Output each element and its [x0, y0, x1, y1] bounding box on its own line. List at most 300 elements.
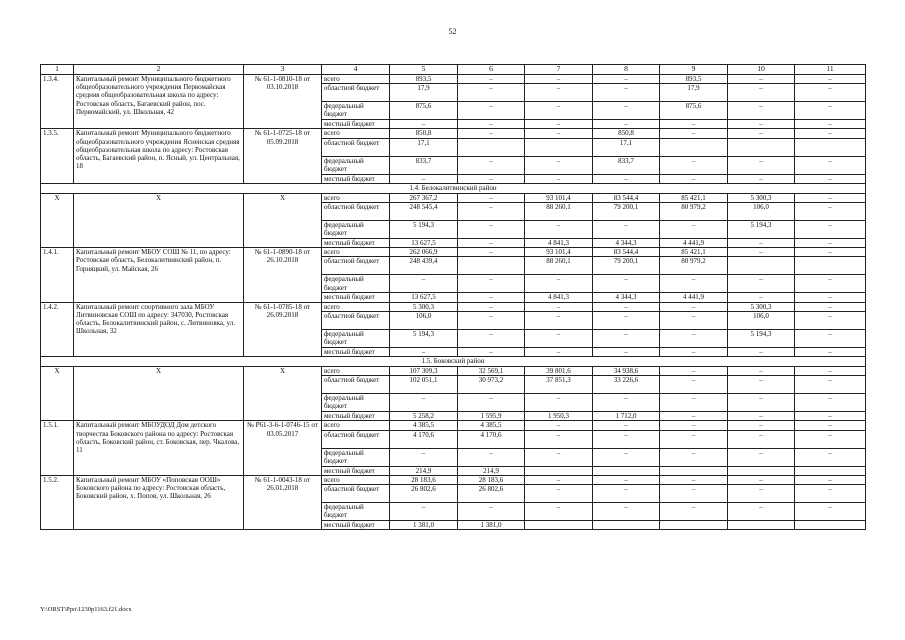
amount-cell: 1 595,9	[458, 412, 525, 421]
amount-cell: –	[728, 376, 795, 394]
amount-cell: –	[728, 129, 795, 138]
amount-cell: –	[458, 75, 525, 84]
table-row	[41, 302, 866, 311]
amount-cell: –	[660, 430, 728, 448]
amount-cell	[795, 521, 866, 530]
amount-cell: 262 066,9	[390, 248, 458, 257]
amount-cell: –	[458, 193, 525, 202]
amount-cell: –	[795, 239, 866, 248]
funding-source: федеральный бюджет	[322, 102, 390, 120]
amount-cell: –	[795, 221, 866, 239]
amount-cell	[660, 466, 728, 475]
amount-cell: –	[795, 376, 866, 394]
amount-cell: –	[390, 448, 458, 466]
amount-cell: –	[525, 448, 593, 466]
amount-cell: –	[728, 367, 795, 376]
funding-source: всего	[322, 367, 390, 376]
amount-cell: –	[525, 221, 593, 239]
amount-cell: 106,0	[728, 203, 795, 221]
amount-cell	[525, 138, 593, 156]
amount-cell: –	[593, 302, 660, 311]
document-reference: № 61-1-0043-18 от 26.01.2018	[244, 475, 322, 529]
column-number: 4	[322, 65, 390, 75]
item-description: Капитальный ремонт Муниципального бюджетного общеобразовательного учреждения Ясненская средняя общеобразовательная школа по адресу: Ростовская область, Багаевский район, п. Ясный, ул. Центральная, 18	[74, 129, 244, 183]
amount-cell: –	[458, 394, 525, 412]
amount-cell: –	[525, 156, 593, 174]
amount-cell: –	[593, 329, 660, 347]
amount-cell: 214,9	[390, 466, 458, 475]
amount-cell: 33 226,6	[593, 376, 660, 394]
amount-cell: –	[458, 347, 525, 356]
amount-cell: 4 170,6	[390, 430, 458, 448]
funding-source: областной бюджет	[322, 311, 390, 329]
funding-source: областной бюджет	[322, 257, 390, 275]
amount-cell: 88 260,1	[525, 203, 593, 221]
amount-cell: –	[660, 421, 728, 430]
file-path-footer: Y:\ORST\Ppo\1230p1163.f21.docx	[40, 606, 132, 613]
amount-cell: –	[728, 430, 795, 448]
amount-cell: –	[795, 248, 866, 257]
column-number: 10	[728, 65, 795, 75]
amount-cell: –	[593, 421, 660, 430]
amount-cell: –	[728, 485, 795, 503]
funding-source: федеральный бюджет	[322, 221, 390, 239]
amount-cell: –	[795, 275, 866, 293]
amount-cell: 37 851,3	[525, 376, 593, 394]
amount-cell: 93 101,4	[525, 193, 593, 202]
amount-cell: –	[390, 120, 458, 129]
funding-source: федеральный бюджет	[322, 275, 390, 293]
amount-cell: 214,9	[458, 466, 525, 475]
amount-cell: –	[525, 503, 593, 521]
amount-cell: 79 200,1	[593, 203, 660, 221]
funding-source: местный бюджет	[322, 521, 390, 530]
amount-cell	[525, 466, 593, 475]
amount-cell: 875,6	[660, 102, 728, 120]
amount-cell: –	[593, 120, 660, 129]
amount-cell: –	[728, 275, 795, 293]
amount-cell: –	[728, 75, 795, 84]
amount-cell: –	[660, 475, 728, 484]
amount-cell: 80 979,2	[660, 203, 728, 221]
amount-cell: –	[458, 302, 525, 311]
amount-cell: –	[525, 75, 593, 84]
amount-cell: –	[795, 75, 866, 84]
amount-cell: 102 051,1	[390, 376, 458, 394]
amount-cell: 5 194,3	[728, 221, 795, 239]
amount-cell: –	[458, 293, 525, 302]
amount-cell: –	[795, 120, 866, 129]
funding-source: федеральный бюджет	[322, 448, 390, 466]
section-title: 1.4. Белокалитвинский район	[41, 183, 866, 193]
amount-cell	[795, 138, 866, 156]
document-reference: № 61-1-0890-18 от 26.10.2018	[244, 248, 322, 302]
column-number: 1	[41, 65, 74, 75]
section-header-row	[41, 183, 866, 193]
funding-source: местный бюджет	[322, 466, 390, 475]
amount-cell	[593, 521, 660, 530]
funding-source: местный бюджет	[322, 120, 390, 129]
amount-cell: –	[458, 120, 525, 129]
amount-cell: 39 801,6	[525, 367, 593, 376]
funding-source: федеральный бюджет	[322, 503, 390, 521]
funding-source: местный бюджет	[322, 347, 390, 356]
amount-cell: –	[593, 221, 660, 239]
amount-cell: 17,9	[390, 84, 458, 102]
amount-cell: –	[458, 448, 525, 466]
amount-cell: –	[660, 174, 728, 183]
amount-cell: –	[525, 120, 593, 129]
amount-cell	[458, 257, 525, 275]
amount-cell: 83 544,4	[593, 193, 660, 202]
amount-cell: –	[728, 448, 795, 466]
amount-cell: –	[390, 503, 458, 521]
amount-cell: 88 260,1	[525, 257, 593, 275]
amount-cell: 4 441,9	[660, 239, 728, 248]
amount-cell: –	[593, 503, 660, 521]
item-number: 1.4.2.	[41, 302, 74, 356]
amount-cell: –	[525, 174, 593, 183]
amount-cell: –	[660, 329, 728, 347]
amount-cell: 83 544,4	[593, 248, 660, 257]
document-reference: Х	[244, 193, 322, 247]
table-row	[41, 75, 866, 84]
funding-source: областной бюджет	[322, 376, 390, 394]
column-number: 7	[525, 65, 593, 75]
funding-source: всего	[322, 193, 390, 202]
column-number: 8	[593, 65, 660, 75]
amount-cell: 4 841,3	[525, 293, 593, 302]
amount-cell	[525, 521, 593, 530]
funding-source: всего	[322, 248, 390, 257]
amount-cell: 1 712,0	[593, 412, 660, 421]
amount-cell: –	[795, 129, 866, 138]
item-number: Х	[41, 367, 74, 421]
amount-cell: –	[458, 174, 525, 183]
item-number: 1.5.1.	[41, 421, 74, 475]
column-number: 3	[244, 65, 322, 75]
amount-cell: –	[660, 448, 728, 466]
amount-cell: 4 385,5	[458, 421, 525, 430]
table-row	[41, 129, 866, 138]
document-reference: Х	[244, 367, 322, 421]
amount-cell: 5 300,3	[728, 302, 795, 311]
amount-cell: –	[660, 120, 728, 129]
amount-cell: –	[593, 84, 660, 102]
amount-cell: –	[795, 421, 866, 430]
amount-cell: 4 441,9	[660, 293, 728, 302]
amount-cell: –	[660, 367, 728, 376]
amount-cell: 5 300,3	[728, 193, 795, 202]
amount-cell: 4 344,3	[593, 293, 660, 302]
funding-source: федеральный бюджет	[322, 329, 390, 347]
amount-cell: –	[728, 102, 795, 120]
amount-cell: –	[660, 302, 728, 311]
amount-cell: –	[660, 221, 728, 239]
amount-cell: –	[390, 347, 458, 356]
amount-cell: –	[660, 412, 728, 421]
amount-cell: 5 258,2	[390, 412, 458, 421]
amount-cell: –	[525, 430, 593, 448]
amount-cell: 17,9	[660, 84, 728, 102]
document-reference: № 61-1-0725-18 от 05.09.2018	[244, 129, 322, 183]
amount-cell: 17,1	[593, 138, 660, 156]
amount-cell: 28 183,6	[390, 475, 458, 484]
funding-source: местный бюджет	[322, 174, 390, 183]
amount-cell: 893,5	[660, 75, 728, 84]
amount-cell: 1 950,3	[525, 412, 593, 421]
amount-cell: –	[795, 329, 866, 347]
amount-cell: –	[728, 248, 795, 257]
amount-cell: 833,7	[593, 156, 660, 174]
column-number: 6	[458, 65, 525, 75]
amount-cell: 5 194,3	[728, 329, 795, 347]
amount-cell: –	[728, 120, 795, 129]
amount-cell: 4 170,6	[458, 430, 525, 448]
section-title: 1.5. Боковский район	[41, 357, 866, 367]
amount-cell: –	[660, 503, 728, 521]
funding-source: областной бюджет	[322, 203, 390, 221]
amount-cell: –	[795, 448, 866, 466]
amount-cell: –	[660, 394, 728, 412]
amount-cell: 5 194,3	[390, 329, 458, 347]
amount-cell: 833,7	[390, 156, 458, 174]
amount-cell: –	[593, 102, 660, 120]
amount-cell: –	[795, 174, 866, 183]
item-number: 1.5.2.	[41, 475, 74, 529]
amount-cell: –	[593, 475, 660, 484]
amount-cell: 85 421,1	[660, 193, 728, 202]
item-number: 1.4.1.	[41, 248, 74, 302]
amount-cell: 893,5	[390, 75, 458, 84]
amount-cell	[728, 138, 795, 156]
amount-cell: –	[390, 394, 458, 412]
amount-cell	[593, 466, 660, 475]
amount-cell	[728, 521, 795, 530]
funding-source: всего	[322, 129, 390, 138]
amount-cell: 4 841,3	[525, 239, 593, 248]
amount-cell: 875,6	[390, 102, 458, 120]
amount-cell: 5 194,3	[390, 221, 458, 239]
amount-cell	[728, 466, 795, 475]
amount-cell: –	[458, 156, 525, 174]
amount-cell	[458, 138, 525, 156]
document-reference: № Р61-3-6-1-0746-15 от 03.05.2017	[244, 421, 322, 475]
amount-cell: 1 381,0	[390, 521, 458, 530]
amount-cell: 13 627,5	[390, 293, 458, 302]
table-row	[41, 248, 866, 257]
amount-cell: 80 979,2	[660, 257, 728, 275]
amount-cell: –	[728, 347, 795, 356]
funding-source: местный бюджет	[322, 293, 390, 302]
funding-source: областной бюджет	[322, 485, 390, 503]
amount-cell: –	[728, 174, 795, 183]
amount-cell: –	[728, 394, 795, 412]
amount-cell: –	[660, 156, 728, 174]
amount-cell	[795, 466, 866, 475]
amount-cell: –	[458, 102, 525, 120]
amount-cell: –	[525, 102, 593, 120]
amount-cell: –	[795, 503, 866, 521]
amount-cell: –	[525, 329, 593, 347]
amount-cell: –	[593, 275, 660, 293]
funding-source: всего	[322, 75, 390, 84]
funding-source: федеральный бюджет	[322, 394, 390, 412]
amount-cell: –	[390, 174, 458, 183]
amount-cell: 34 938,6	[593, 367, 660, 376]
table-row	[41, 475, 866, 484]
amount-cell: 26 802,6	[458, 485, 525, 503]
funding-source: местный бюджет	[322, 239, 390, 248]
amount-cell: 850,8	[390, 129, 458, 138]
funding-source: всего	[322, 421, 390, 430]
amount-cell: –	[593, 75, 660, 84]
amount-cell: –	[660, 129, 728, 138]
item-description: Капитальный ремонт Муниципального бюджетного общеобразовательного учреждения Первомайская средняя общеобразовательная школа по адресу: Ростовская область, Багаевский район, пос. Первомайский, ул. Школьная, 42	[74, 75, 244, 129]
column-number-row	[41, 65, 866, 75]
item-number: 1.3.5.	[41, 129, 74, 183]
column-number: 5	[390, 65, 458, 75]
amount-cell: –	[525, 485, 593, 503]
amount-cell: –	[795, 302, 866, 311]
amount-cell: –	[728, 293, 795, 302]
amount-cell: –	[593, 448, 660, 466]
amount-cell: 248 439,4	[390, 257, 458, 275]
amount-cell: 248 545,4	[390, 203, 458, 221]
amount-cell	[660, 521, 728, 530]
item-description: Х	[74, 367, 244, 421]
amount-cell	[660, 138, 728, 156]
item-description: Капитальный ремонт МБОУ СОШ № 11, по адресу: Ростовская область, Белокалитвинский район, п. Горняцкий, ул. Майская, 26	[74, 248, 244, 302]
amount-cell: 13 627,5	[390, 239, 458, 248]
amount-cell: –	[795, 293, 866, 302]
amount-cell: –	[660, 275, 728, 293]
amount-cell: –	[795, 347, 866, 356]
amount-cell: –	[458, 239, 525, 248]
amount-cell: –	[593, 311, 660, 329]
amount-cell: 4 385,5	[390, 421, 458, 430]
amount-cell: 79 200,1	[593, 257, 660, 275]
amount-cell: –	[593, 394, 660, 412]
budget-table-container	[40, 64, 865, 530]
amount-cell: 32 569,1	[458, 367, 525, 376]
amount-cell	[728, 257, 795, 275]
amount-cell: –	[458, 84, 525, 102]
amount-cell: 30 973,2	[458, 376, 525, 394]
amount-cell: –	[728, 84, 795, 102]
amount-cell: –	[728, 156, 795, 174]
amount-cell: –	[795, 412, 866, 421]
amount-cell: 1 381,0	[458, 521, 525, 530]
amount-cell: –	[458, 129, 525, 138]
amount-cell: –	[458, 275, 525, 293]
amount-cell: –	[593, 430, 660, 448]
amount-cell: –	[728, 503, 795, 521]
funding-source: всего	[322, 302, 390, 311]
amount-cell: 106,0	[390, 311, 458, 329]
table-row	[41, 367, 866, 376]
funding-source: областной бюджет	[322, 138, 390, 156]
amount-cell: –	[525, 421, 593, 430]
amount-cell: –	[458, 311, 525, 329]
table-row	[41, 421, 866, 430]
funding-source: местный бюджет	[322, 412, 390, 421]
amount-cell: –	[795, 367, 866, 376]
amount-cell: 93 101,4	[525, 248, 593, 257]
amount-cell: –	[795, 102, 866, 120]
item-description: Капитальный ремонт спортивного зала МБОУ Литвиновская СОШ по адресу: 347030, Ростовская область, Белокалитвинский район, с. Литвиновка, ул. Школьная, 32	[74, 302, 244, 356]
amount-cell: –	[593, 485, 660, 503]
amount-cell: 28 183,6	[458, 475, 525, 484]
amount-cell: –	[660, 376, 728, 394]
amount-cell: –	[458, 329, 525, 347]
amount-cell: –	[795, 193, 866, 202]
amount-cell: –	[525, 302, 593, 311]
amount-cell	[795, 257, 866, 275]
column-number: 9	[660, 65, 728, 75]
amount-cell: 26 802,6	[390, 485, 458, 503]
amount-cell: –	[525, 275, 593, 293]
column-number: 2	[74, 65, 244, 75]
item-description: Х	[74, 193, 244, 247]
amount-cell: 17,1	[390, 138, 458, 156]
amount-cell: –	[458, 248, 525, 257]
item-description: Капитальный ремонт МБОУДОД Дом детского творчества Боковского района по адресу: Ростовская область, Боковский район, ст. Боковская, пер. Чкалова, 11	[74, 421, 244, 475]
amount-cell: 107 309,3	[390, 367, 458, 376]
item-number: Х	[41, 193, 74, 247]
amount-cell: 4 344,3	[593, 239, 660, 248]
amount-cell: –	[795, 394, 866, 412]
document-reference: № 61-1-0785-18 от 26.09.2018	[244, 302, 322, 356]
amount-cell: –	[728, 412, 795, 421]
amount-cell: –	[525, 347, 593, 356]
amount-cell: –	[795, 84, 866, 102]
amount-cell: –	[660, 347, 728, 356]
document-reference: № 61-1-0810-18 от 03.10.2018	[244, 75, 322, 129]
amount-cell: –	[593, 347, 660, 356]
funding-source: федеральный бюджет	[322, 156, 390, 174]
amount-cell: –	[795, 475, 866, 484]
amount-cell: –	[390, 275, 458, 293]
item-number: 1.3.4.	[41, 75, 74, 129]
funding-source: всего	[322, 475, 390, 484]
amount-cell: –	[525, 475, 593, 484]
amount-cell: –	[525, 394, 593, 412]
amount-cell: –	[795, 430, 866, 448]
amount-cell: –	[795, 203, 866, 221]
amount-cell: 85 421,1	[660, 248, 728, 257]
amount-cell: –	[660, 485, 728, 503]
page-number: 52	[448, 27, 457, 36]
amount-cell: 267 367,2	[390, 193, 458, 202]
amount-cell: –	[728, 421, 795, 430]
amount-cell: –	[458, 503, 525, 521]
funding-source: областной бюджет	[322, 84, 390, 102]
amount-cell: 106,0	[728, 311, 795, 329]
amount-cell: –	[728, 475, 795, 484]
amount-cell: –	[593, 174, 660, 183]
amount-cell: –	[795, 311, 866, 329]
funding-source: областной бюджет	[322, 430, 390, 448]
amount-cell: –	[660, 311, 728, 329]
amount-cell: –	[525, 311, 593, 329]
item-description: Капитальный ремонт МБОУ «Поповская ООШ» Боковского района по адресу: Ростовская область, Боковский район, х. Попов, ул. Школьная, 26	[74, 475, 244, 529]
amount-cell: –	[525, 129, 593, 138]
section-header-row	[41, 357, 866, 367]
amount-cell: –	[458, 203, 525, 221]
amount-cell: –	[795, 485, 866, 503]
table-row	[41, 193, 866, 202]
